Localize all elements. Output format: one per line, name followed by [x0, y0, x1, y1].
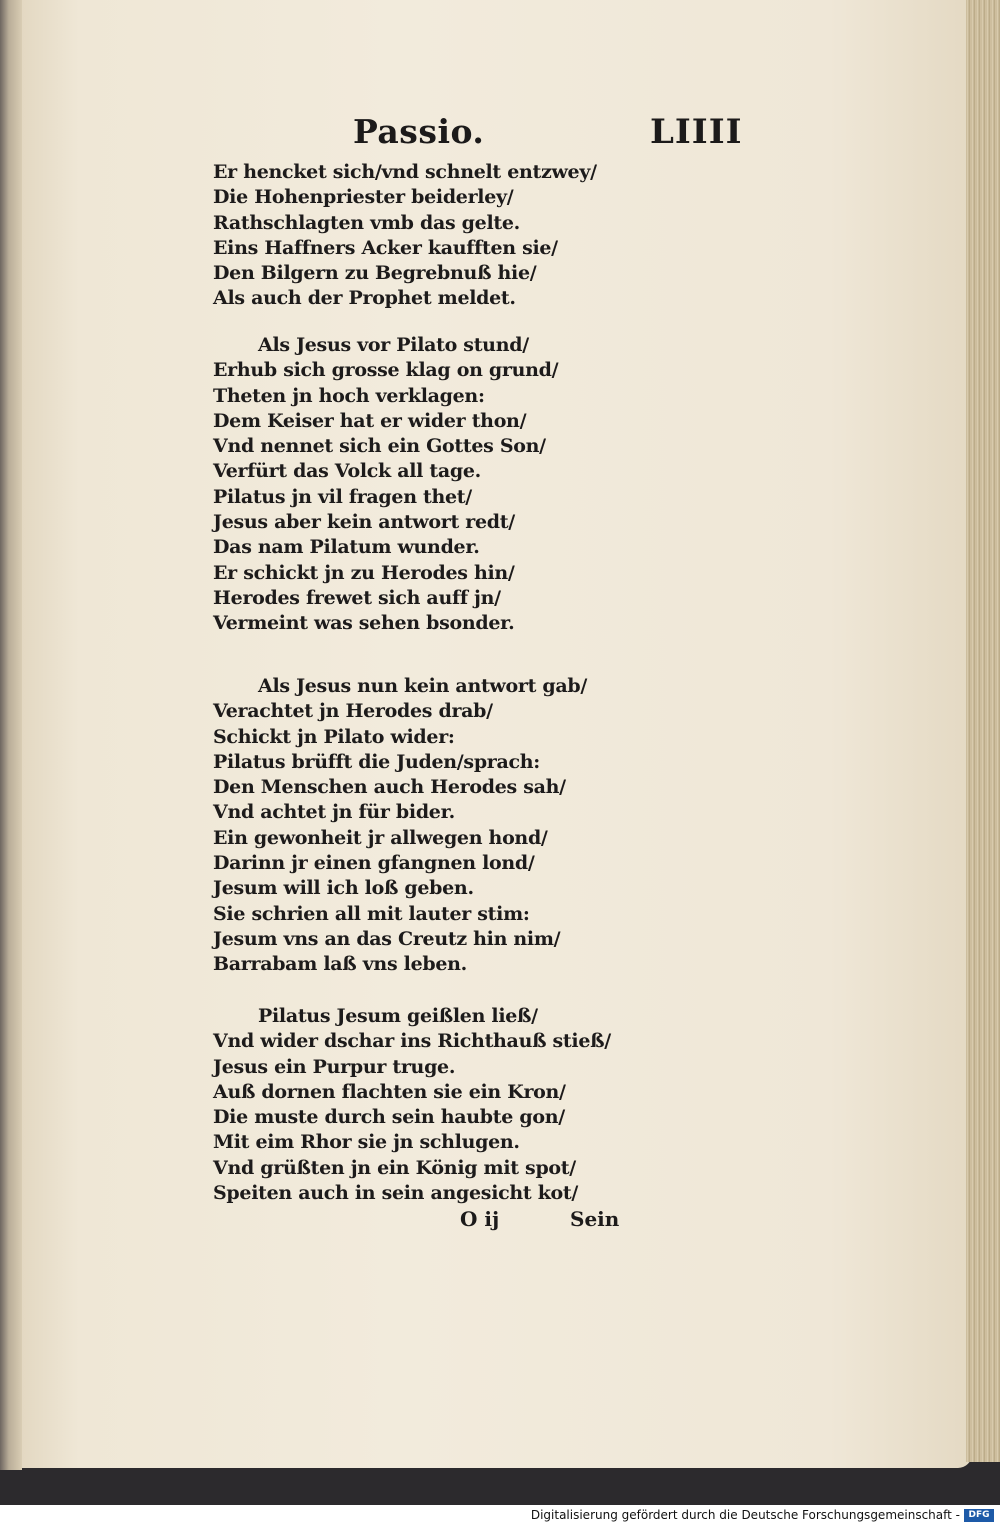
verse-line: Pilatus jn vil fragen thet/	[213, 485, 472, 508]
running-title: Passio.	[353, 112, 485, 151]
verse-line: Darinn jr einen gfangnen lond/	[213, 852, 535, 875]
verse-line: Rathschlagten vmb das gelte.	[213, 211, 520, 234]
stanza-2	[213, 333, 603, 637]
stanza-3	[213, 674, 603, 978]
folio-number: LIIII	[650, 112, 743, 152]
verse-line: Schickt jn Pilato wider:	[213, 725, 455, 748]
footer-credit: Digitalisierung gefördert durch die Deutsche Forschungsgemeinschaft -	[530, 1508, 960, 1522]
verse-line: Sie schrien all mit lauter stim:	[213, 902, 530, 925]
stanza-1	[213, 160, 603, 312]
verse-line: Verachtet jn Herodes drab/	[213, 700, 493, 723]
verse-line: Ein gewonheit jr allwegen hond/	[213, 826, 548, 849]
verse-line: Auß dornen flachten sie ein Kron/	[213, 1080, 566, 1103]
verse-line: Die Hohenpriester beiderley/	[213, 186, 514, 209]
verse-line: Vnd grüßten jn ein König mit spot/	[213, 1156, 576, 1179]
verse-line: Erhub sich grosse klag on grund/	[213, 359, 559, 382]
verse-line: Eins Haffners Acker kaufften sie/	[213, 236, 558, 259]
verse-line: Barrabam laß vns leben.	[213, 953, 467, 976]
facing-page-edge	[0, 0, 22, 1470]
verse-line: Herodes frewet sich auff jn/	[213, 586, 501, 609]
verse-line: Er hencket sich/vnd schnelt entzwey/	[213, 161, 597, 183]
verse-line: Pilatus Jesum geißlen ließ/	[258, 1005, 538, 1027]
verse-line: Jesus aber kein antwort redt/	[213, 511, 515, 534]
verse-line: Er schickt jn zu Herodes hin/	[213, 561, 515, 584]
digitization-footer	[0, 1505, 1000, 1526]
verse-line: Den Menschen auch Herodes sah/	[213, 776, 566, 799]
verse-line: Als auch der Prophet meldet.	[213, 287, 516, 310]
verse-line: Vnd wider dschar ins Richthauß stieß/	[213, 1030, 611, 1053]
verse-line: Als Jesus vor Pilato stund/	[258, 334, 529, 356]
signature-mark: O ij	[460, 1207, 500, 1231]
verse-line: Jesum will ich loß geben.	[213, 877, 474, 900]
verse-line: Den Bilgern zu Begrebnuß hie/	[213, 262, 537, 285]
catchword: Sein	[570, 1207, 620, 1231]
verse-line: Als Jesus nun kein antwort gab/	[258, 675, 587, 697]
verse-line: Speiten auch in sein angesicht kot/	[213, 1182, 579, 1205]
bleed-through-text	[600, 150, 930, 1270]
verse-line: Verfürt das Volck all tage.	[213, 460, 481, 483]
verse-line: Das nam Pilatum wunder.	[213, 536, 480, 559]
verse-line: Jesus ein Purpur truge.	[213, 1055, 456, 1078]
verse-line: Die muste durch sein haubte gon/	[213, 1106, 565, 1129]
stanza-4	[213, 1004, 611, 1206]
verse-line: Jesum vns an das Creutz hin nim/	[213, 927, 561, 950]
verse-line: Pilatus brüfft die Juden/sprach:	[213, 750, 541, 773]
verse-line: Vnd nennet sich ein Gottes Son/	[213, 435, 546, 458]
verse-line: Theten jn hoch verklagen:	[213, 384, 485, 407]
verse-line: Vnd achtet jn für bider.	[213, 801, 455, 824]
verse-line: Vermeint was sehen bsonder.	[213, 612, 515, 635]
page-edges	[966, 0, 1000, 1462]
verse-line: Dem Keiser hat er wider thon/	[213, 409, 527, 432]
dfg-logo-icon: DFG	[964, 1509, 994, 1522]
verse-line: Mit eim Rhor sie jn schlugen.	[213, 1131, 520, 1154]
